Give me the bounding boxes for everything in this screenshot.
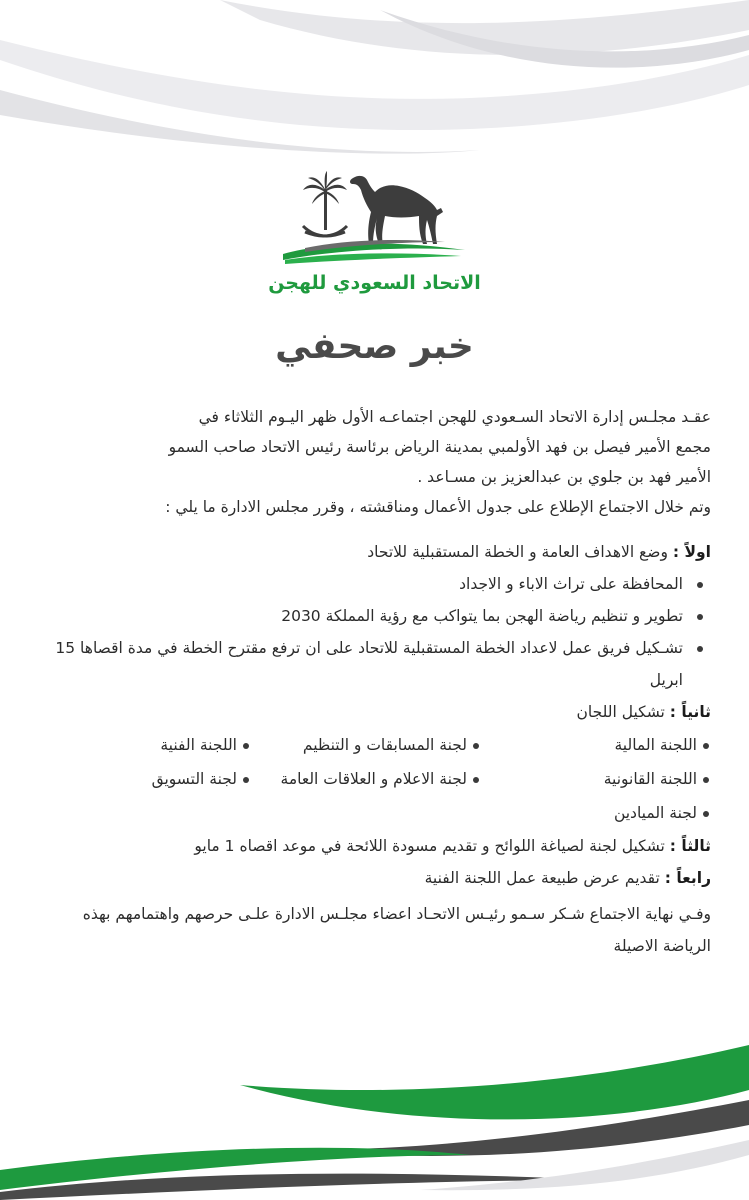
list-item: المحافظة على تراث الاباء و الاجداد	[37, 568, 683, 600]
section-text: تقديم عرض طبيعة عمل اللجنة الفنية	[424, 869, 660, 887]
section-label: ثانياً :	[669, 703, 711, 721]
intro-paragraph	[37, 402, 711, 522]
press-release-body	[37, 402, 711, 962]
intro-line: وتم خلال الاجتماع الإطلاع على جدول الأعمال ومناقشته ، وقرر مجلس الادارة ما يلي :	[165, 498, 711, 516]
committee-item: لجنة المسابقات و التنظيم	[251, 728, 481, 762]
section-text: تشكيل اللجان	[576, 703, 665, 721]
section-second	[37, 696, 711, 728]
intro-line: الأمير فهد بن جلوي بن عبدالعزيز بن مسـاعد .	[417, 468, 711, 486]
camel-palm-swords-icon	[275, 168, 475, 268]
committee-item: لجنة التسويق	[51, 762, 251, 796]
list-item: تطوير و تنظيم رياضة الهجن بما يتواكب مع رؤية المملكة 2030	[37, 600, 683, 632]
section-label: رابعاً :	[664, 869, 711, 887]
org-name: الاتحاد السعودي للهجن	[268, 272, 481, 294]
committees-list	[37, 728, 711, 830]
goals-list	[37, 568, 711, 696]
committee-item: لجنة الاعلام و العلاقات العامة	[251, 762, 481, 796]
federation-logo	[0, 168, 749, 294]
section-text: تشكيل لجنة لصياغة اللوائح و تقديم مسودة اللائحة في موعد اقصاه 1 مايو	[194, 837, 665, 855]
section-text: وضع الاهداف العامة و الخطة المستقبلية للاتحاد	[367, 543, 668, 561]
section-label: ثالثاً :	[669, 837, 711, 855]
page-title: خبر صحفي	[275, 326, 474, 367]
intro-line: عقـد مجلـس إدارة الاتحاد السـعودي للهجن اجتماعـه الأول ظهر اليـوم الثلاثاء في	[198, 408, 711, 426]
committee-item: لجنة الميادين	[481, 796, 711, 830]
section-fourth	[37, 862, 711, 894]
section-first	[37, 536, 711, 568]
committee-item: اللجنة القانونية	[481, 762, 711, 796]
section-label: اولاً :	[672, 543, 711, 561]
bottom-wave-decoration	[0, 1030, 749, 1200]
section-third	[37, 830, 711, 862]
intro-line: مجمع الأمير فيصل بن فهد الأولمبي بمدينة الرياض برئاسة رئيس الاتحاد صاحب السمو	[168, 438, 711, 456]
committee-item: اللجنة المالية	[481, 728, 711, 762]
list-item: تشـكيل فريق عمل لاعداد الخطة المستقبلية للاتحاد على ان ترفع مقترح الخطة في مدة اقصاها 15 ابريل	[37, 632, 683, 696]
closing-paragraph: وفـي نهاية الاجتماع شـكر سـمو رئيـس الاتحـاد اعضاء مجلـس الادارة علـى حرصهم واهتمامهم بهذه الرياضة الاصيلة	[82, 905, 711, 955]
committee-item: اللجنة الفنية	[51, 728, 251, 762]
top-wave-decoration	[0, 0, 749, 170]
